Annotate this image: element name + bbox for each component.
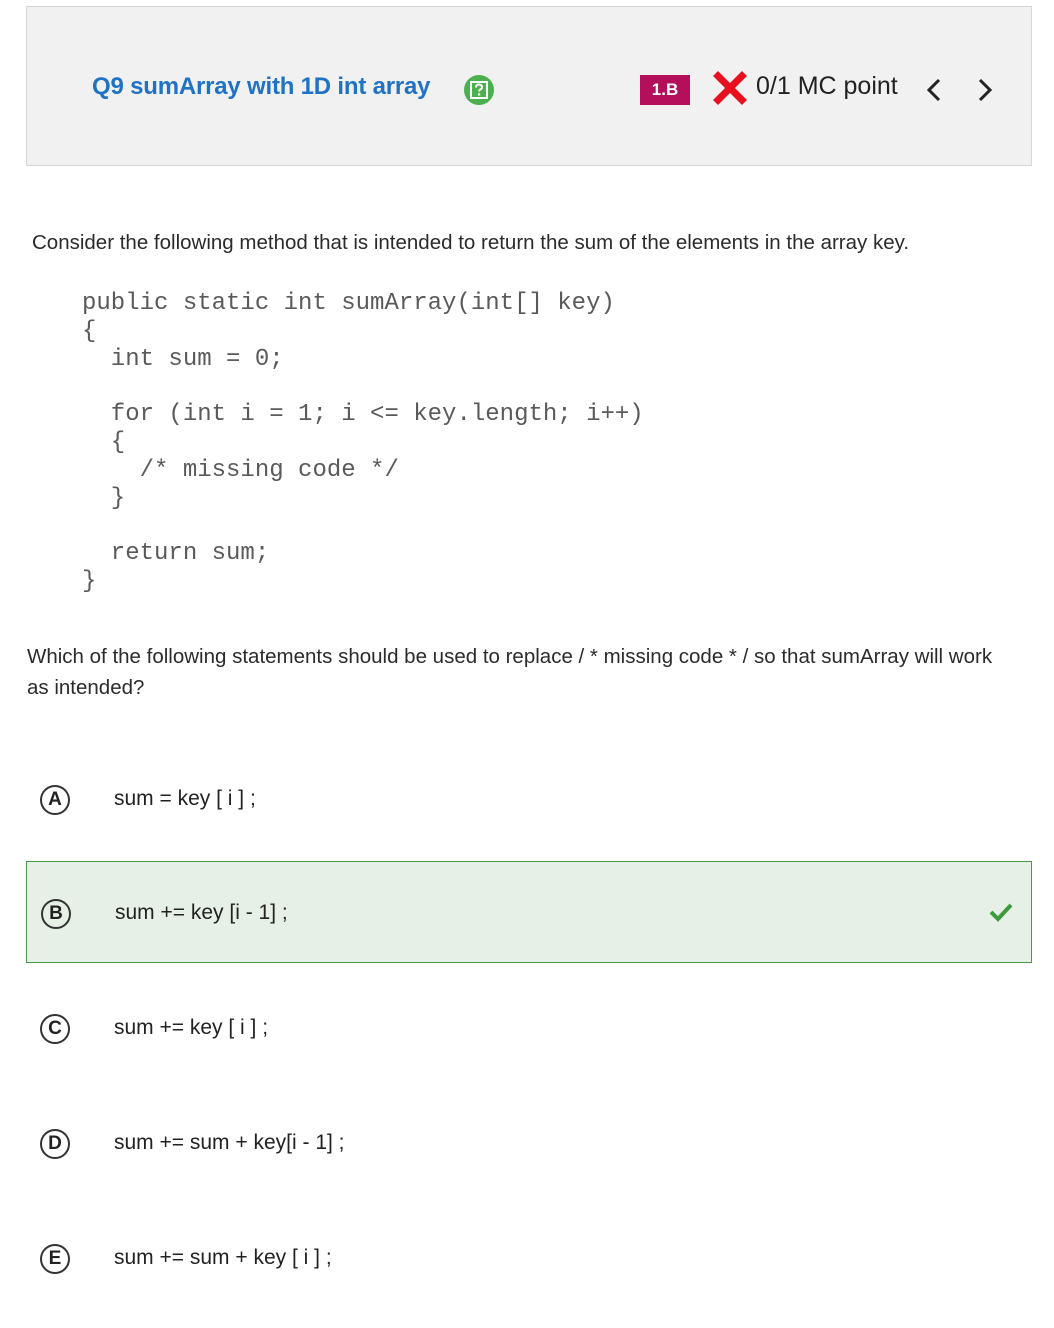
checkmark-icon — [989, 902, 1013, 922]
choice-c[interactable] — [26, 977, 1032, 1079]
choice-e[interactable] — [26, 1208, 1032, 1310]
chevron-left-icon[interactable] — [923, 73, 947, 107]
choice-letter: C — [40, 1014, 70, 1044]
choice-text: sum += sum + key[i - 1] ; — [114, 1131, 345, 1154]
choice-letter: D — [40, 1129, 70, 1159]
score-label: 0/1 MC point — [756, 72, 898, 100]
choice-text: sum += key [i - 1] ; — [115, 901, 288, 924]
choice-a[interactable] — [26, 747, 1032, 849]
question-prompt: Consider the following method that is intended to return the sum of the elements in the array key. — [32, 231, 910, 254]
choice-d[interactable] — [26, 1092, 1032, 1194]
choice-b[interactable] — [26, 861, 1032, 963]
skill-badge: 1.B — [640, 75, 690, 105]
choice-letter: B — [41, 899, 71, 929]
choice-text: sum = key [ i ] ; — [114, 787, 256, 810]
choice-text: sum += sum + key [ i ] ; — [114, 1246, 332, 1269]
help-question-icon[interactable] — [464, 75, 494, 105]
choice-letter: A — [40, 785, 70, 815]
question-title[interactable]: Q9 sumArray with 1D int array — [92, 73, 431, 100]
choice-text: sum += key [ i ] ; — [114, 1016, 269, 1039]
question-text: Which of the following statements should be used to replace / * missing code * / so that sumArray will work as intended? — [27, 645, 993, 699]
x-mark-icon — [713, 71, 747, 105]
choice-letter: E — [40, 1244, 70, 1274]
question-header — [26, 6, 1032, 166]
chevron-right-icon[interactable] — [972, 73, 996, 107]
code-snippet: public static int sumArray(int[] key) { int sum = 0; for (int i = 1; i <= key.length; i++) { /* missing code */ } return sum; } — [82, 290, 644, 595]
